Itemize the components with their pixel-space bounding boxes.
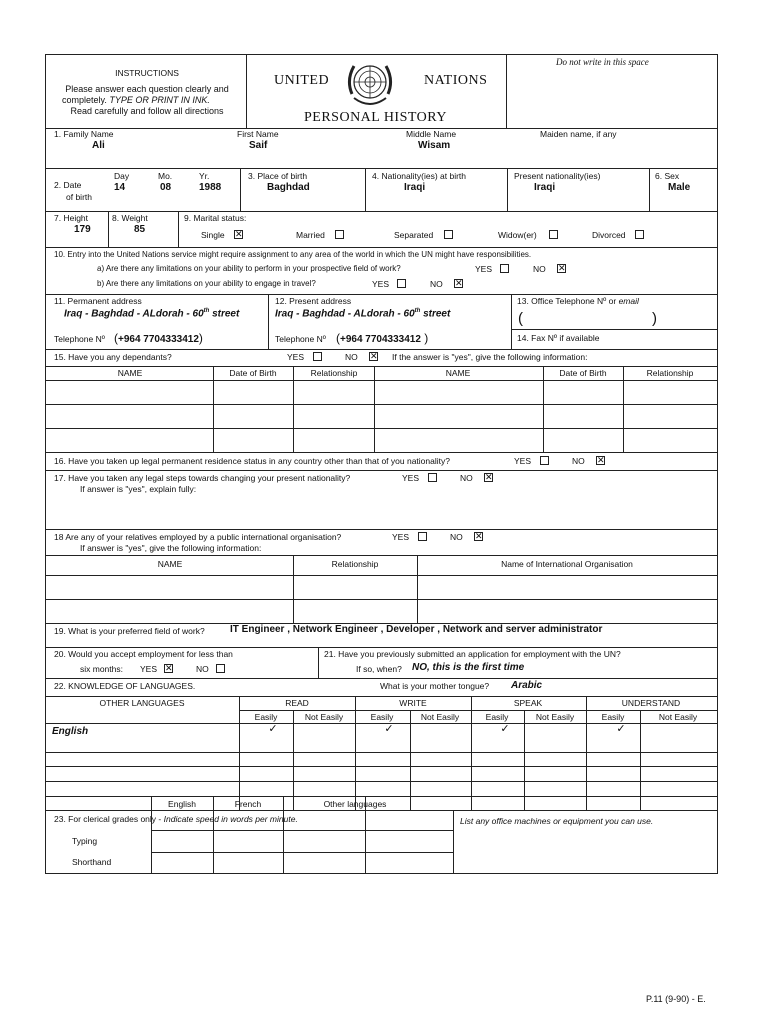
widow-label: Widow(er) — [498, 230, 537, 240]
present-address-value[interactable]: Iraq - Baghdad - ALdorah - 60th street — [275, 308, 451, 320]
nationality-at-birth-value[interactable]: Iraqi — [404, 182, 426, 193]
office-use-note: Do not write in this space — [556, 57, 649, 67]
q16-yes-label: YES — [514, 456, 532, 466]
present-nationality-label: Present nationality(ies) — [514, 171, 601, 181]
q20-six-months-label: six months: — [80, 664, 123, 674]
read-header: READ — [285, 698, 309, 708]
family-name-label: 1. Family Name — [54, 129, 114, 139]
month-label: Mo. — [158, 171, 173, 181]
q15-text: 15. Have you any dependants? — [54, 352, 172, 362]
q20-label: 20. Would you accept employment for less than — [54, 649, 233, 659]
other-languages-header: OTHER LANGUAGES — [99, 698, 185, 708]
office-telephone-close-paren: ) — [652, 310, 657, 327]
weight-value[interactable]: 85 — [134, 224, 146, 235]
understand-not-easily-header: Not Easily — [658, 712, 698, 722]
q17-no-checkbox[interactable]: ✕ — [485, 472, 493, 482]
q10b-no-label: NO — [430, 279, 443, 289]
divorced-checkbox[interactable] — [635, 230, 644, 239]
typing-other-header: Other languages — [323, 799, 387, 809]
form-title: PERSONAL HISTORY — [304, 110, 447, 125]
united-title: UNITED — [274, 73, 330, 88]
nations-title: NATIONS — [424, 73, 488, 88]
q18-sub-text: If answer is "yes", give the following information: — [80, 543, 262, 553]
q15-yes-checkbox[interactable] — [313, 352, 322, 361]
instructions-line2: completely. TYPE OR PRINT IN INK. — [62, 95, 210, 105]
q20-no-checkbox[interactable] — [216, 664, 225, 673]
q17-yes-checkbox[interactable] — [428, 473, 437, 482]
single-checkbox[interactable]: ✕ — [235, 229, 243, 239]
family-name-value[interactable]: Ali — [92, 140, 105, 151]
dependants-dob-header-2: Date of Birth — [559, 368, 607, 378]
fax-label: 14. Fax Nº if available — [517, 333, 600, 343]
q10a-yes-label: YES — [475, 264, 493, 274]
dependants-name-header: NAME — [117, 368, 143, 378]
mother-tongue-label: What is your mother tongue? — [380, 681, 490, 691]
read-easily-header: Easily — [254, 712, 278, 722]
q16-no-label: NO — [572, 456, 585, 466]
understand-easily-header: Easily — [601, 712, 625, 722]
first-name-value[interactable]: Saif — [249, 140, 268, 151]
permanent-telephone-label: Telephone Nº — [54, 334, 105, 344]
q15-no-label: NO — [345, 352, 358, 362]
q16-no-checkbox[interactable]: ✕ — [597, 455, 605, 465]
present-telephone-value[interactable]: (+964 7704333412 ) — [336, 331, 429, 345]
height-label: 7. Height — [54, 213, 89, 223]
understand-easily-check-icon[interactable]: ✓ — [616, 723, 626, 735]
married-label: Married — [296, 230, 325, 240]
q18-text: 18 Are any of your relatives employed by a public international organisation? — [54, 532, 342, 542]
relatives-organisation-header: Name of International Organisation — [501, 559, 633, 569]
office-machines-label: List any office machines or equipment you can use. — [460, 816, 654, 826]
dependants-name-header-2: NAME — [445, 368, 471, 378]
month-value[interactable]: 08 — [160, 182, 172, 193]
q15-no-checkbox[interactable]: ✕ — [370, 351, 378, 361]
q20-yes-label: YES — [140, 664, 158, 674]
of-birth-label: of birth — [66, 192, 92, 202]
q10b-yes-checkbox[interactable] — [397, 279, 406, 288]
q17-yes-label: YES — [402, 473, 420, 483]
present-nationality-value[interactable]: Iraqi — [534, 182, 556, 193]
typing-label: Typing — [72, 836, 98, 846]
typing-english-header: English — [168, 799, 196, 809]
divorced-label: Divorced — [592, 230, 626, 240]
q18-yes-checkbox[interactable] — [418, 532, 427, 541]
q10a-text: a) Are there any limitations on your ability to perform in your prospective field of work? — [97, 264, 401, 273]
q15-follow-text: If the answer is "yes", give the following information: — [392, 352, 588, 362]
dependants-dob-header: Date of Birth — [229, 368, 277, 378]
q21-when-label: If so, when? — [356, 664, 402, 674]
language-1-name[interactable]: English — [52, 726, 89, 737]
dependants-relationship-header-2: Relationship — [646, 368, 694, 378]
shorthand-label: Shorthand — [72, 857, 112, 867]
q22-label: 22. KNOWLEDGE OF LANGUAGES. — [54, 681, 196, 691]
q16-text: 16. Have you taken up legal permanent residence status in any country other than that of you nationality? — [54, 456, 450, 466]
permanent-telephone-value[interactable]: (+964 7704333412) — [114, 331, 203, 345]
permanent-address-value[interactable]: Iraq - Baghdad - ALdorah - 60th street — [64, 308, 240, 320]
mother-tongue-value[interactable]: Arabic — [511, 680, 543, 691]
q17-sub-text: If answer is "yes", explain fully: — [80, 484, 197, 494]
instructions-line3: Read carefully and follow all directions — [70, 106, 224, 116]
q19-value[interactable]: IT Engineer , Network Engineer , Developer , Network and server administrator — [230, 624, 603, 635]
present-address-label: 12. Present address — [275, 296, 352, 306]
understand-header: UNDERSTAND — [621, 698, 681, 708]
widow-checkbox[interactable] — [549, 230, 558, 239]
present-telephone-label: Telephone Nº — [275, 334, 326, 344]
married-checkbox[interactable] — [335, 230, 344, 239]
q18-yes-label: YES — [392, 532, 410, 542]
q19-label: 19. What is your preferred field of work? — [54, 626, 205, 636]
q10b-no-checkbox[interactable]: ✕ — [455, 278, 463, 288]
q17-text: 17. Have you taken any legal steps towards changing your present nationality? — [54, 473, 351, 483]
place-of-birth-value[interactable]: Baghdad — [267, 182, 310, 193]
relatives-relationship-header: Relationship — [331, 559, 379, 569]
read-easily-check-icon[interactable]: ✓ — [268, 723, 278, 735]
sex-value[interactable]: Male — [668, 182, 691, 193]
instructions-line1: Please answer each question clearly and — [65, 84, 229, 94]
single-label: Single — [201, 230, 225, 240]
marital-status-label: 9. Marital status: — [184, 213, 247, 223]
un-emblem-icon — [342, 56, 398, 112]
separated-label: Separated — [394, 230, 434, 240]
permanent-address-label: 11. Permanent address — [54, 296, 142, 306]
q10a-yes-checkbox[interactable] — [500, 264, 509, 273]
day-value[interactable]: 14 — [114, 182, 126, 193]
speak-not-easily-header: Not Easily — [535, 712, 575, 722]
personal-history-form — [45, 54, 718, 874]
place-of-birth-label: 3. Place of birth — [248, 171, 308, 181]
office-telephone-label: 13. Office Telephone Nº or email — [517, 296, 639, 306]
q16-yes-checkbox[interactable] — [540, 456, 549, 465]
q18-no-checkbox[interactable]: ✕ — [475, 531, 483, 541]
typing-french-header: French — [234, 799, 262, 809]
q10b-yes-label: YES — [372, 279, 390, 289]
middle-name-value[interactable]: Wisam — [418, 140, 451, 151]
write-not-easily-header: Not Easily — [420, 712, 460, 722]
q17-no-label: NO — [460, 473, 473, 483]
q21-label: 21. Have you previously submitted an application for employment with the UN? — [324, 649, 621, 659]
date-of-birth-label: 2. Date — [54, 180, 82, 190]
year-value[interactable]: 1988 — [199, 182, 222, 193]
form-code: P.11 (9-90) - E. — [646, 994, 706, 1004]
height-value[interactable]: 179 — [74, 224, 91, 235]
year-label: Yr. — [199, 171, 210, 181]
instructions-title: INSTRUCTIONS — [115, 68, 179, 78]
dependants-relationship-header: Relationship — [310, 368, 358, 378]
q18-no-label: NO — [450, 532, 463, 542]
q10a-no-label: NO — [533, 264, 546, 274]
q10a-no-checkbox[interactable]: ✕ — [558, 263, 566, 273]
nationality-at-birth-label: 4. Nationality(ies) at birth — [372, 171, 467, 181]
write-header: WRITE — [399, 698, 427, 708]
maiden-name-label: Maiden name, if any — [540, 129, 617, 139]
write-easily-check-icon[interactable]: ✓ — [384, 723, 394, 735]
q10-text: 10. Entry into the United Nations service might require assignment to any area of the world in which the UN might have responsibilities. — [54, 250, 532, 259]
q20-yes-checkbox[interactable]: ✕ — [165, 663, 173, 673]
q21-value[interactable]: NO, this is the first time — [412, 662, 525, 673]
write-easily-header: Easily — [370, 712, 394, 722]
weight-label: 8. Weight — [112, 213, 148, 223]
sex-label: 6. Sex — [655, 171, 680, 181]
q10b-text: b) Are there any limitations on your ability to engage in travel? — [97, 279, 316, 288]
middle-name-label: Middle Name — [406, 129, 457, 139]
speak-easily-check-icon[interactable]: ✓ — [500, 723, 510, 735]
separated-checkbox[interactable] — [444, 230, 453, 239]
q20-no-label: NO — [196, 664, 209, 674]
office-telephone-open-paren[interactable]: ( — [518, 310, 523, 327]
relatives-name-header: NAME — [157, 559, 183, 569]
speak-header: SPEAK — [513, 698, 543, 708]
first-name-label: First Name — [237, 129, 279, 139]
q15-yes-label: YES — [287, 352, 305, 362]
q23-label: 23. For clerical grades only - Indicate speed in words per minute. — [54, 814, 298, 824]
speak-easily-header: Easily — [485, 712, 509, 722]
read-not-easily-header: Not Easily — [304, 712, 344, 722]
day-label: Day — [114, 171, 130, 181]
